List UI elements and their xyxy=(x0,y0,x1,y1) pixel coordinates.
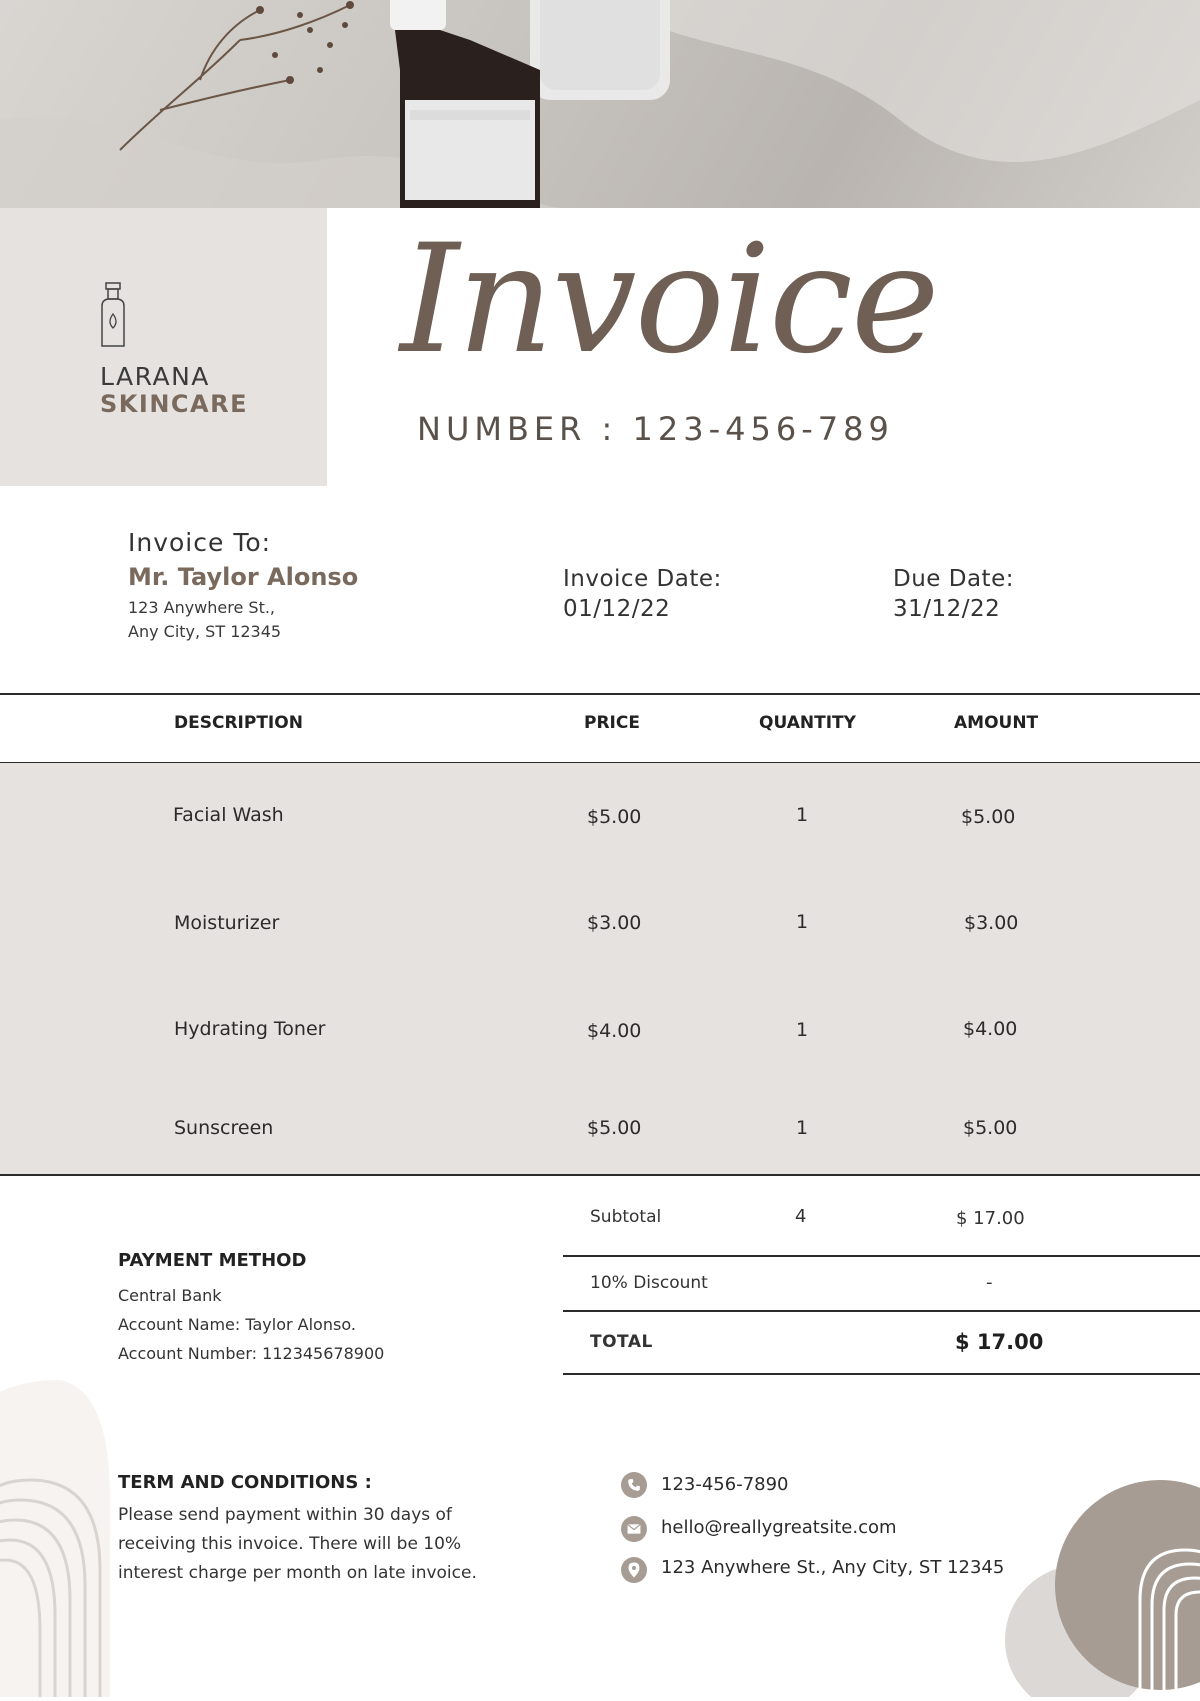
item-amount: $5.00 xyxy=(963,1117,1018,1139)
item-amount: $4.00 xyxy=(963,1018,1018,1040)
decorative-circles-right xyxy=(1000,1480,1200,1701)
contact-phone[interactable]: 123-456-7890 xyxy=(661,1474,789,1495)
subtotal-quantity: 4 xyxy=(795,1206,807,1227)
invoice-date-label: Invoice Date: xyxy=(563,566,722,592)
table-bottom-rule xyxy=(0,1174,1200,1176)
invoice-to-label: Invoice To: xyxy=(128,528,272,557)
phone-icon xyxy=(621,1472,647,1498)
item-price: $5.00 xyxy=(587,806,642,828)
item-amount: $5.00 xyxy=(961,806,1016,828)
client-address-line2: Any City, ST 12345 xyxy=(128,622,282,641)
invoice-date-value: 01/12/22 xyxy=(563,596,671,622)
brand-name-line1: LARANA xyxy=(100,362,210,391)
payment-bank: Central Bank xyxy=(118,1286,222,1305)
payment-account-name: Account Name: Taylor Alonso. xyxy=(118,1315,356,1334)
pump-bottle-icon xyxy=(98,282,130,352)
contact-email[interactable]: hello@reallygreatsite.com xyxy=(661,1517,897,1538)
terms-line: receiving this invoice. There will be 10% xyxy=(118,1534,462,1554)
due-date-label: Due Date: xyxy=(893,566,1014,592)
discount-rule xyxy=(563,1310,1200,1312)
client-name: Mr. Taylor Alonso xyxy=(128,563,359,591)
column-header-price: PRICE xyxy=(584,713,640,733)
item-description: Moisturizer xyxy=(174,912,280,934)
item-price: $4.00 xyxy=(587,1020,642,1042)
discount-value: - xyxy=(986,1272,993,1293)
envelope-icon xyxy=(621,1516,647,1542)
column-header-description: DESCRIPTION xyxy=(174,713,303,733)
item-price: $3.00 xyxy=(587,912,642,934)
invoice-title: Invoice xyxy=(400,213,938,387)
skincare-bottles-illustration xyxy=(0,0,1200,208)
terms-title: TERM AND CONDITIONS : xyxy=(118,1472,372,1493)
item-quantity: 1 xyxy=(796,1117,809,1139)
item-description: Facial Wash xyxy=(173,804,284,826)
total-label: TOTAL xyxy=(590,1332,653,1352)
total-value: $ 17.00 xyxy=(955,1330,1044,1354)
header-photo xyxy=(0,0,1200,208)
table-top-rule xyxy=(0,693,1200,695)
total-rule xyxy=(563,1373,1200,1375)
item-description: Sunscreen xyxy=(174,1117,274,1139)
discount-label: 10% Discount xyxy=(590,1273,708,1293)
decorative-arches-left xyxy=(0,1380,130,1701)
column-header-amount: AMOUNT xyxy=(954,713,1039,733)
item-quantity: 1 xyxy=(796,911,809,933)
client-address-line1: 123 Anywhere St., xyxy=(128,598,276,617)
item-amount: $3.00 xyxy=(964,912,1019,934)
location-pin-icon xyxy=(621,1557,647,1583)
terms-line: interest charge per month on late invoice. xyxy=(118,1563,477,1583)
item-price: $5.00 xyxy=(587,1117,642,1139)
terms-line: Please send payment within 30 days of xyxy=(118,1505,452,1525)
item-quantity: 1 xyxy=(796,1019,809,1041)
column-header-quantity: QUANTITY xyxy=(759,713,856,733)
subtotal-rule xyxy=(563,1255,1200,1257)
brand-name-line2: SKINCARE xyxy=(100,390,248,418)
item-quantity: 1 xyxy=(796,804,809,826)
due-date-value: 31/12/22 xyxy=(893,596,1001,622)
contact-address: 123 Anywhere St., Any City, ST 12345 xyxy=(661,1557,1005,1578)
subtotal-label: Subtotal xyxy=(590,1207,662,1227)
brand-panel xyxy=(0,208,327,486)
item-description: Hydrating Toner xyxy=(174,1018,326,1040)
payment-method-title: PAYMENT METHOD xyxy=(118,1250,307,1271)
invoice-number: NUMBER : 123-456-789 xyxy=(417,410,894,448)
payment-account-number: Account Number: 112345678900 xyxy=(118,1344,385,1363)
subtotal-value: $ 17.00 xyxy=(956,1208,1025,1229)
